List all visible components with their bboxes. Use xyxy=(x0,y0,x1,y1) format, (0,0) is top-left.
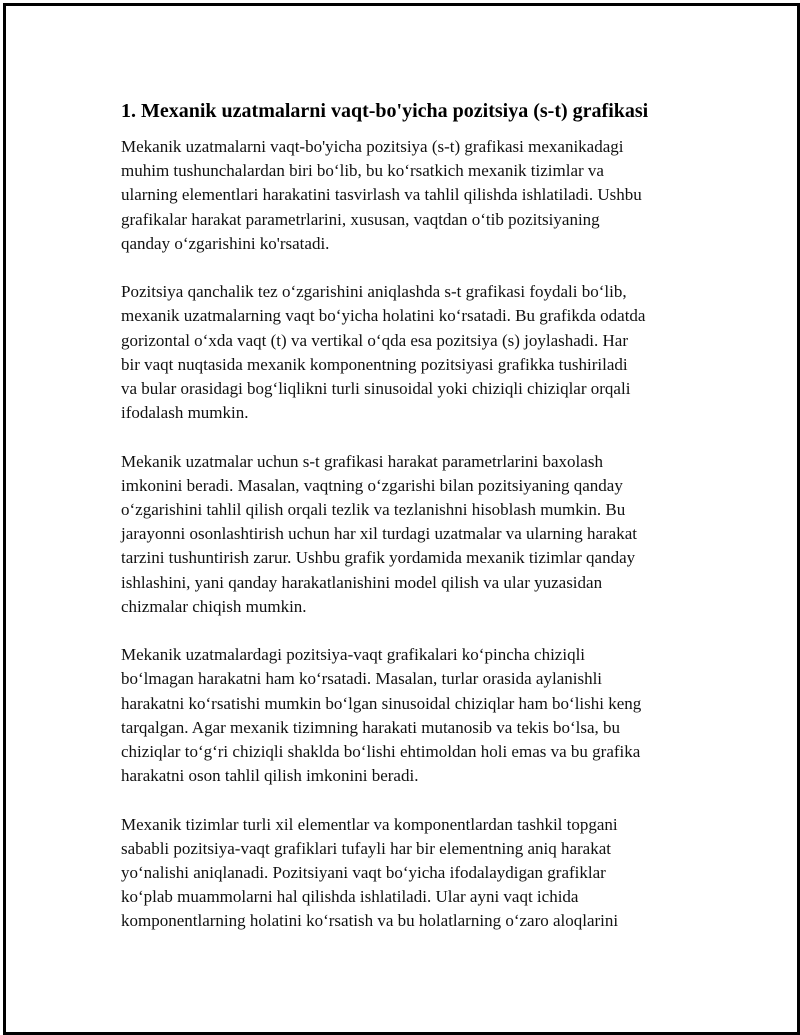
paragraph-line: bir vaqt nuqtasida mexanik komponentning pozitsiyasi grafikka tushiriladi xyxy=(121,354,628,374)
paragraph-line: tarzini tushuntirish zarur. Ushbu grafik yordamida mexanik tizimlar qanday xyxy=(121,548,636,568)
paragraph-line: jarayonni osonlashtirish uchun har xil turdagi uzatmalar va ularning harakat xyxy=(121,524,637,544)
body-paragraph xyxy=(121,450,701,619)
paragraph-line: yo‘nalishi aniqlanadi. Pozitsiyani vaqt bo‘yicha ifodalaydigan grafiklar xyxy=(121,863,606,883)
paragraph-line: gorizontal o‘xda vaqt (t) va vertikal o‘qda esa pozitsiya (s) joylashadi. Har xyxy=(121,330,628,350)
paragraph-line: harakatni ko‘rsatishi mumkin bo‘lgan sinusoidal chiziqlar ham bo‘lishi keng xyxy=(121,693,642,713)
paragraph-line: mexanik uzatmalarning vaqt bo‘yicha holatini ko‘rsatadi. Bu grafikda odatda xyxy=(121,306,646,326)
paragraph-line: Mekanik uzatmalar uchun s-t grafikasi harakat parametrlarini baxolash xyxy=(121,451,603,471)
paragraph-line: chizmalar chiqish mumkin. xyxy=(121,596,307,616)
paragraph-line: bo‘lmagan harakatni ham ko‘rsatadi. Masalan, turlar orasida aylanishli xyxy=(121,669,603,689)
paragraph-line: ifodalash mumkin. xyxy=(121,403,249,423)
paragraph-line: muhim tushunchalardan biri bo‘lib, bu ko‘rsatkich mexanik tizimlar va xyxy=(121,161,604,181)
paragraph-line: Mekanik uzatmalarni vaqt-bo'yicha pozitsiya (s-t) grafikasi mexanikadagi xyxy=(121,137,624,156)
page-frame xyxy=(3,3,800,1035)
paragraph-line: Mexanik tizimlar turli xil elementlar va komponentlardan tashkil topgani xyxy=(121,814,618,834)
paragraph-line: komponentlarning holatini ko‘rsatish va bu holatlarning o‘zaro aloqlarini xyxy=(121,911,619,931)
paragraph-line: tarqalgan. Agar mexanik tizimning harakati mutanosib va tekis bo‘lsa, bu xyxy=(121,717,621,737)
body-paragraph xyxy=(121,813,701,934)
body-paragraph xyxy=(121,135,701,256)
paragraph-line: ularning elementlari harakatini tasvirlash va tahlil qilishda ishlatiladi. Ushbu xyxy=(121,185,642,205)
paragraph-line: harakatni oson tahlil qilish imkonini beradi. xyxy=(121,766,419,786)
body-paragraph xyxy=(121,643,701,788)
paragraph-line: grafikalar harakat parametrlarini, xususan, vaqtdan o‘tib pozitsiyaning xyxy=(121,209,600,229)
paragraph-line: chiziqlar to‘g‘ri chiziqli shaklda bo‘lishi ehtimoldan holi emas va bu grafika xyxy=(121,742,641,762)
paragraph-line: Pozitsiya qanchalik tez o‘zgarishini aniqlashda s-t grafikasi foydali bo‘lib, xyxy=(121,282,627,302)
paragraph-line: ishlashini, yani qanday harakatlanishini model qilish va ular yuzasidan xyxy=(121,572,603,592)
paragraph-list xyxy=(121,135,701,934)
document-content xyxy=(121,98,701,958)
page-title: 1. Mexanik uzatmalarni vaqt-bo'yicha pozitsiya (s-t) grafikasi xyxy=(121,100,649,122)
paragraph-line: sababli pozitsiya-vaqt grafiklari tufayli har bir elementning aniq harakat xyxy=(121,838,611,858)
paragraph-line: Mekanik uzatmalardagi pozitsiya-vaqt grafikalari ko‘pincha chiziqli xyxy=(121,645,586,665)
paragraph-line: va bular orasidagi bog‘liqlikni turli sinusoidal yoki chiziqli chiziqlar orqali xyxy=(121,379,631,399)
paragraph-line: qanday o‘zgarishini ko'rsatadi. xyxy=(121,233,330,253)
body-paragraph xyxy=(121,280,701,425)
paragraph-line: ko‘plab muammolarni hal qilishda ishlatiladi. Ular ayni vaqt ichida xyxy=(121,887,579,907)
paragraph-line: o‘zgarishini tahlil qilish orqali tezlik va tezlanishni hisoblash mumkin. Bu xyxy=(121,500,626,520)
paragraph-line: imkonini beradi. Masalan, vaqtning o‘zgarishi bilan pozitsiyaning qanday xyxy=(121,475,623,495)
